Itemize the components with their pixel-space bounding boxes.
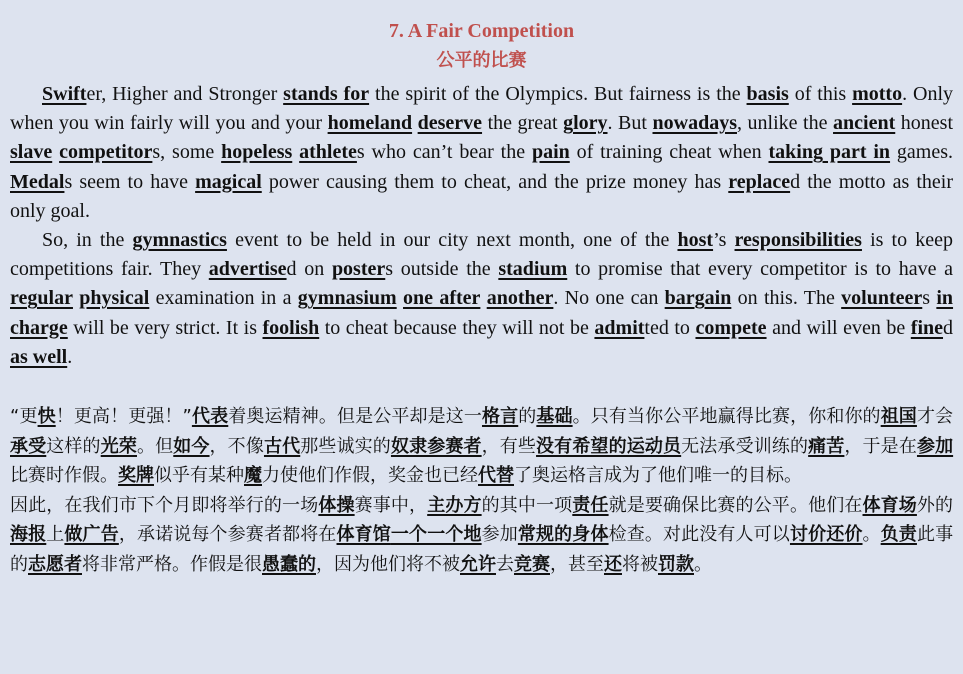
keyword: 责任: [572, 494, 609, 516]
text-run: ted to: [644, 316, 696, 339]
text-run: 着奥运精神。但是公平却是这一: [228, 406, 482, 428]
text-run: 检查。对此没有人可以: [608, 524, 790, 546]
keyword: 讨价还价: [789, 524, 863, 546]
text-run: 这样的: [46, 435, 101, 457]
keyword: 奴隶参赛者: [390, 435, 482, 457]
keyword: 奖牌: [118, 465, 154, 487]
keyword: 参加: [916, 435, 954, 457]
text-run: , unlike the: [736, 112, 834, 135]
keyword: 罚款: [658, 553, 694, 575]
keyword: host: [677, 229, 714, 252]
keyword: glory: [563, 112, 608, 135]
keyword: gymnasium: [297, 287, 397, 310]
text-run: power causing them to cheat, and the prize money has: [261, 170, 729, 193]
text-run: ，因为他们将不被: [316, 553, 460, 575]
text-run: 就是要确保比赛的公平。他们在: [608, 494, 863, 516]
keyword: 祖国: [880, 406, 917, 428]
text-run: will be very strict. It is: [67, 316, 263, 339]
text-run: games.: [890, 141, 954, 164]
keyword: 做广告: [64, 524, 119, 546]
english-paragraph-1: [10, 80, 953, 226]
text-run: s who can’t bear the: [356, 141, 532, 164]
keyword: fine: [910, 316, 944, 339]
keyword: volunteer: [841, 287, 923, 310]
text-run: on this. The: [731, 287, 842, 310]
text-run: 此事的: [10, 524, 954, 575]
keyword: 承受: [10, 435, 47, 457]
keyword: stadium: [498, 258, 568, 281]
keyword: stands for: [283, 83, 370, 105]
text-run: 比赛时作假。: [10, 465, 118, 487]
text-run: “更: [10, 406, 38, 428]
keyword: basis: [746, 83, 789, 105]
text-run: ！更高！更强！”: [55, 406, 192, 428]
keyword: 古代: [263, 435, 301, 457]
text-run: er, Higher and Stronger: [86, 83, 284, 105]
text-run: . Only when you win fairly will you and your: [10, 83, 954, 135]
text-run: to cheat because they will not be: [319, 316, 595, 339]
text-run: s outside the: [385, 258, 499, 281]
keyword: 允许: [460, 553, 496, 575]
keyword: poster: [331, 258, 386, 281]
keyword: 体育场: [862, 494, 917, 516]
text-run: s, some: [152, 141, 222, 164]
keyword: 体育馆: [336, 524, 391, 546]
text-run: d the motto as their only goal.: [10, 170, 954, 222]
text-run: 才会: [916, 406, 954, 428]
text-run: is to keep competitions fair. They: [10, 229, 953, 281]
keyword: ancient: [833, 112, 896, 135]
keyword: 负责: [880, 524, 917, 546]
keyword: hopeless: [221, 141, 293, 164]
text-run: 外的: [916, 494, 954, 516]
keyword: homeland: [327, 112, 413, 135]
text-run: 上: [46, 524, 65, 546]
keyword: advertise: [208, 258, 287, 281]
keyword: replace: [728, 170, 791, 193]
text-run: d: [943, 316, 954, 339]
keyword: competitor: [59, 141, 153, 164]
keyword: compete: [695, 316, 767, 339]
text-run: 。: [862, 524, 881, 546]
keyword: motto: [852, 83, 903, 105]
text-run: and will even be: [766, 316, 911, 339]
chinese-passage: [10, 402, 953, 579]
keyword: 痛苦: [808, 435, 845, 457]
text-run: 的其中一项: [481, 494, 573, 516]
keyword: foolish: [262, 316, 320, 339]
text-run: 似乎有某种: [154, 465, 244, 487]
keyword: admit: [594, 316, 645, 339]
keyword: gymnastics: [132, 229, 227, 252]
keyword: 一个一个地: [390, 524, 482, 546]
keyword: 海报: [10, 524, 47, 546]
keyword: 基础: [536, 406, 573, 428]
text-run: 了奥运格言成为了他们唯一的目标。: [514, 465, 802, 487]
keyword: 格言: [481, 406, 519, 428]
page-title: 7. A Fair Competition: [388, 20, 575, 42]
keyword: Swift: [42, 83, 87, 105]
keyword: nowadays: [652, 112, 737, 135]
keyword: bargain: [664, 287, 732, 310]
keyword: athlete: [299, 141, 357, 164]
keyword: 愚蠢的: [262, 553, 316, 575]
text-run: event to be held in our city next month, one of the: [226, 229, 678, 252]
keyword: 主办方: [427, 494, 482, 516]
text-run: ’s: [713, 229, 735, 252]
text-run: 参加: [481, 524, 518, 546]
text-run: ，承诺说每个参赛者都将在: [118, 524, 337, 546]
keyword: 代替: [478, 465, 514, 487]
keyword: 还: [604, 553, 622, 575]
keyword: 光荣: [100, 435, 137, 457]
keyword: 快: [37, 406, 56, 428]
text-run: ，不像: [209, 435, 264, 457]
keyword: 志愿者: [28, 553, 82, 575]
keyword: physical: [79, 287, 150, 310]
keyword: 如今: [173, 435, 210, 457]
text-run: ，甚至: [550, 553, 604, 575]
text-run: the spirit of the Olympics. But fairness is the: [369, 83, 747, 105]
text-run: 的: [518, 406, 537, 428]
english-paragraph-2: [10, 226, 953, 372]
keyword: 没有希望的运动员: [536, 435, 682, 457]
text-run: 无法承受训练的: [681, 435, 809, 457]
text-run: 那些诚实的: [300, 435, 391, 457]
text-run: 。但: [136, 435, 174, 457]
keyword: responsibilities: [734, 229, 862, 252]
keyword: as well: [10, 345, 68, 368]
chinese-paragraph-2: [10, 491, 953, 580]
text-run: 赛事中，: [354, 494, 428, 516]
text-run: ，于是在: [844, 435, 917, 457]
keyword: Medal: [10, 170, 65, 193]
keyword: one after: [403, 287, 481, 310]
english-passage: [10, 80, 953, 372]
text-run: . No one can: [553, 287, 665, 310]
text-run: of this: [788, 83, 853, 105]
keyword: 常规的身体: [517, 524, 609, 546]
chinese-paragraph-1: [10, 402, 953, 491]
keyword: slave: [10, 141, 53, 164]
keyword: 代表: [191, 406, 229, 428]
text-run: 因此，在我们市下个月即将举行的一场: [10, 494, 319, 516]
text-run: .: [67, 345, 73, 368]
text-run: 力使他们作假，奖金也已经: [262, 465, 478, 487]
text-run: the great: [482, 112, 564, 135]
text-run: d on: [286, 258, 332, 281]
text-run: . But: [607, 112, 653, 135]
keyword: magical: [195, 170, 262, 193]
keyword: another: [486, 287, 554, 310]
text-run: of training cheat when: [569, 141, 769, 164]
text-run: So, in the: [42, 229, 133, 252]
keyword: 魔: [244, 465, 262, 487]
keyword: 竞赛: [514, 553, 550, 575]
text-run: s seem to have: [64, 170, 196, 193]
text-run: 去: [496, 553, 514, 575]
text-run: to promise that every competitor is to have a: [567, 258, 954, 281]
keyword: taking part in: [768, 141, 891, 164]
text-run: 将非常严格。作假是很: [82, 553, 262, 575]
text-run: s: [922, 287, 937, 310]
text-run: ，有些: [481, 435, 537, 457]
page-subtitle: 公平的比赛: [436, 50, 527, 71]
keyword: regular: [10, 287, 73, 310]
keyword: 体操: [318, 494, 355, 516]
text-run: 。只有当你公平地赢得比赛，你和你的: [572, 406, 881, 428]
keyword: in charge: [10, 287, 954, 339]
text-run: 。: [694, 553, 712, 575]
text-run: honest: [895, 112, 954, 135]
keyword: pain: [531, 141, 570, 164]
keyword: deserve: [417, 112, 483, 135]
text-run: 将被: [622, 553, 658, 575]
text-run: examination in a: [149, 287, 298, 310]
